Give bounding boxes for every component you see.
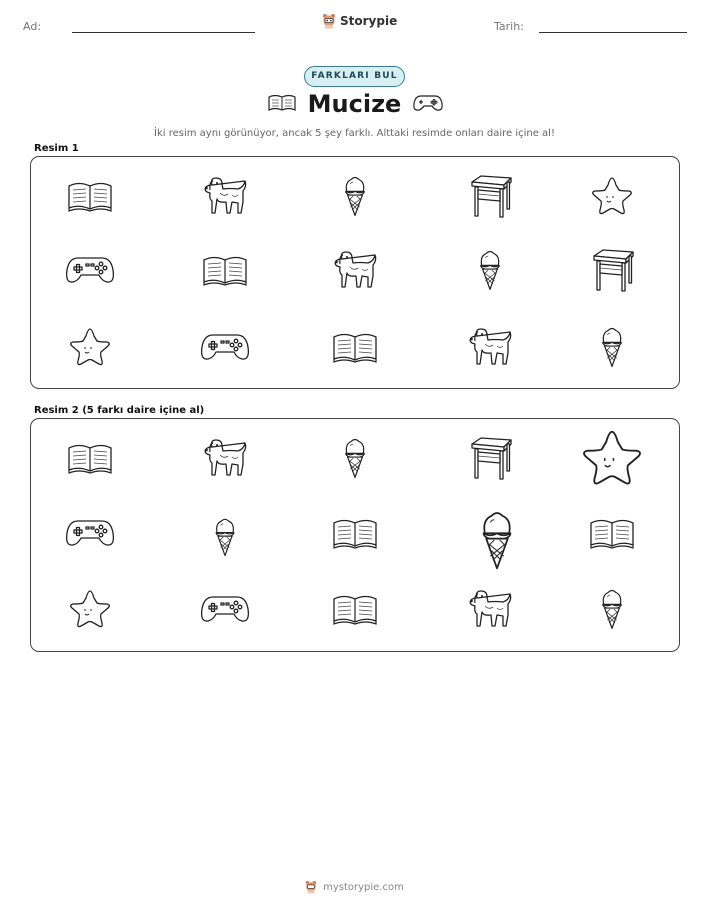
activity-badge: FARKLARI BUL [304,66,405,87]
date-line[interactable] [539,32,687,33]
ice-cream-icon[interactable] [343,174,367,218]
book-icon[interactable] [589,517,635,549]
date-label: Tarih: [494,20,524,33]
book-icon[interactable] [332,593,378,625]
ice-cream-icon[interactable] [214,516,237,558]
book-icon[interactable] [67,442,113,474]
ice-cream-icon[interactable] [480,508,515,572]
storypie-mascot-icon [305,880,317,894]
storypie-mascot-icon [322,13,336,29]
page-title: Mucize [307,90,402,118]
book-icon[interactable] [332,331,378,363]
desk-icon[interactable] [467,436,513,480]
desk-icon[interactable] [589,248,635,292]
ice-cream-icon[interactable] [343,436,367,480]
ice-cream-icon[interactable] [600,587,624,631]
dog-icon[interactable] [467,326,513,368]
star-icon[interactable] [68,326,112,368]
star-icon[interactable] [68,588,112,630]
instructions: İki resim aynı görünüyor, ancak 5 şey farklı. Alttaki resimde onları daire içine al! [154,128,555,139]
brand-name: Storypie [340,14,398,28]
footer-url: mystorypie.com [323,881,404,893]
dog-icon[interactable] [332,249,378,291]
footer [0,880,709,894]
gamepad-icon[interactable] [65,517,115,549]
dog-icon[interactable] [202,437,248,479]
star-icon[interactable] [580,428,644,489]
name-label: Ad: [23,20,42,33]
brand-logo [322,13,397,29]
book-icon[interactable] [332,517,378,549]
name-line[interactable] [72,32,255,33]
gamepad-icon[interactable] [200,331,250,363]
star-icon[interactable] [590,175,634,217]
dog-icon[interactable] [202,175,248,217]
ice-cream-icon[interactable] [600,325,624,369]
gamepad-icon[interactable] [200,593,250,625]
gamepad-icon[interactable] [65,254,115,286]
book-icon[interactable] [202,254,248,286]
picture-2-label: Resim 2 (5 farkı daire içine al) [34,405,205,416]
desk-icon[interactable] [467,174,513,218]
book-icon[interactable] [67,180,113,212]
dog-icon[interactable] [467,588,513,630]
picture-1-label: Resim 1 [34,143,79,154]
gamepad-icon [413,94,443,112]
ice-cream-icon[interactable] [478,248,502,292]
